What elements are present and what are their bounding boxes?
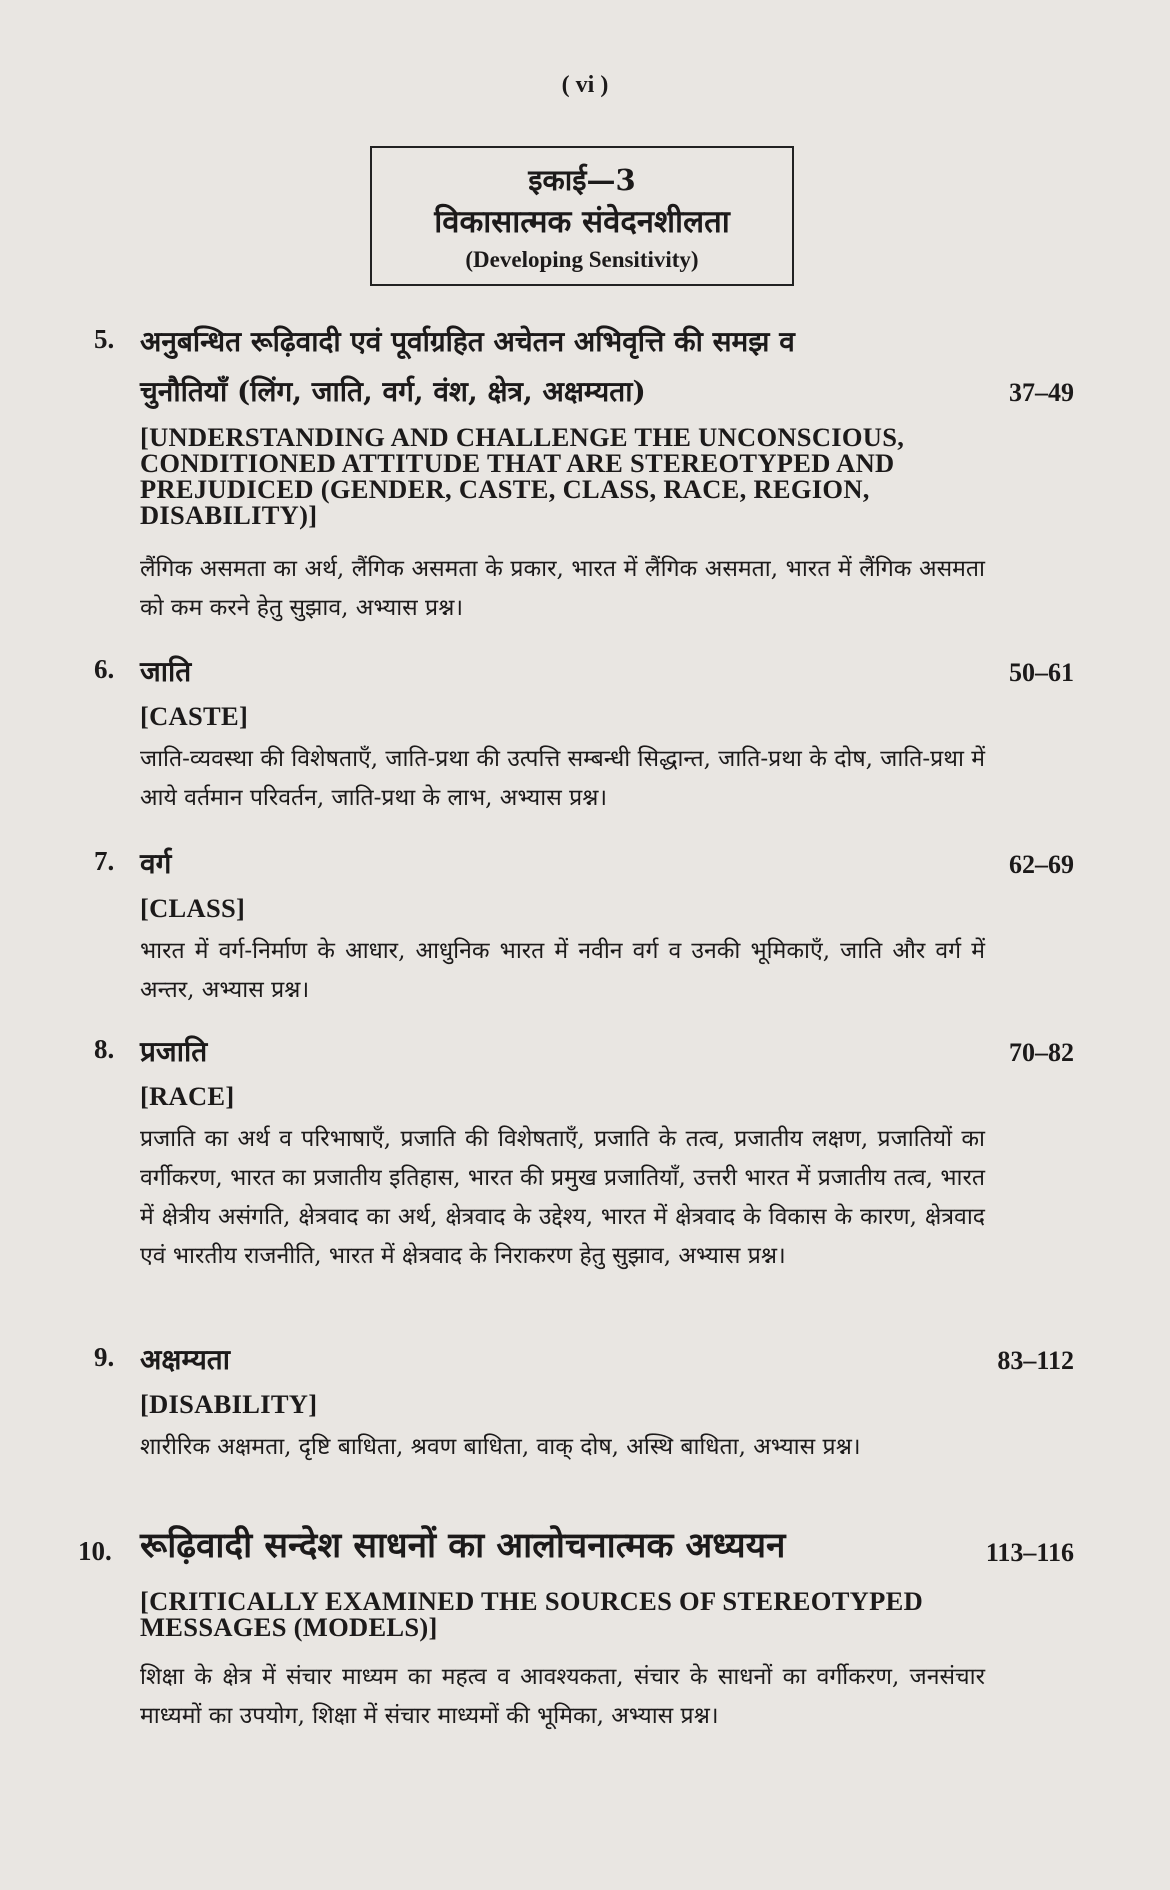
unit-heading-box	[370, 146, 794, 286]
entry-title-english: [CRITICALLY EXAMINED THE SOURCES OF STEREOTYPED MESSAGES (MODELS)]	[140, 1586, 924, 1642]
entry-title-hindi-line2: चुनौतियाँ (लिंग, जाति, वर्ग, वंश, क्षेत्र, अक्षम्यता)	[140, 375, 646, 408]
entry-title-english: [UNDERSTANDING AND CHALLENGE THE UNCONSCIOUS, CONDITIONED ATTITUDE THAT ARE STEREOTYPED AND PREJUDICED (GENDER, CASTE, CLASS, RACE, REGION, DISABILITY)]	[140, 422, 905, 530]
entry-pages: 113–116	[985, 1538, 1074, 1567]
entry-title-hindi-line1: अनुबन्धित रूढ़िवादी एवं पूर्वाग्रहित अचेतन अभिवृत्ति की समझ व	[140, 325, 795, 358]
entry-title-english: [CLASS]	[140, 893, 246, 923]
unit-title-hindi: विकासात्मक संवेदनशीलता	[434, 204, 730, 240]
entry-number: 8.	[94, 1034, 115, 1064]
unit-title-english: (Developing Sensitivity)	[465, 247, 699, 272]
unit-label: इकाई—3	[528, 163, 636, 197]
entry-description: जाति-व्यवस्था की विशेषताएँ, जाति-प्रथा की उत्पत्ति सम्बन्धी सिद्धान्त, जाति-प्रथा के दोष, जाति-प्रथा में आये वर्तमान परिवर्तन, जाति-प्रथा के लाभ, अभ्यास प्रश्न।	[140, 746, 985, 811]
entry-title-hindi: वर्ग	[140, 847, 172, 880]
entry-pages: 50–61	[1009, 658, 1074, 687]
entry-title-english: [RACE]	[140, 1081, 235, 1111]
entry-title-hindi: रूढ़िवादी सन्देश साधनों का आलोचनात्मक अध्ययन	[140, 1525, 786, 1566]
entry-pages: 62–69	[1009, 850, 1074, 879]
page-number: ( vi )	[561, 72, 609, 98]
entry-pages: 37–49	[1009, 378, 1074, 407]
entry-description: लैंगिक असमता का अर्थ, लैंगिक असमता के प्रकार, भारत में लैंगिक असमता, भारत में लैंगिक असमता को कम करने हेतु सुझाव, अभ्यास प्रश्न।	[140, 556, 985, 621]
entry-number: 7.	[94, 846, 115, 876]
entry-title-english: [DISABILITY]	[140, 1389, 318, 1419]
entry-description: शिक्षा के क्षेत्र में संचार माध्यम का महत्व व आवश्यकता, संचार के साधनों का वर्गीकरण, जनसंचार माध्यमों का उपयोग, शिक्षा में संचार माध्यमों की भूमिका, अभ्यास प्रश्न।	[140, 1664, 985, 1729]
entry-title-english: [CASTE]	[140, 701, 249, 731]
entry-description: प्रजाति का अर्थ व परिभाषाएँ, प्रजाति की विशेषताएँ, प्रजाति के तत्व, प्रजातीय लक्षण, प्रजातियों का वर्गीकरण, भारत का प्रजातीय इतिहास, भारत की प्रमुख प्रजातियाँ, उत्तरी भारत में प्रजातीय तत्व, भारत में क्षेत्रीय असंगति, क्षेत्रवाद का अर्थ, क्षेत्रवाद के उद्देश्य, भारत में क्षेत्रवाद के विकास के कारण, क्षेत्रवाद एवं भारतीय राजनीति, भारत में क्षेत्रवाद के निराकरण हेतु सुझाव, अभ्यास प्रश्न।	[140, 1126, 985, 1269]
entry-description: शारीरिक अक्षमता, दृष्टि बाधिता, श्रवण बाधिता, वाक् दोष, अस्थि बाधिता, अभ्यास प्रश्न।	[140, 1434, 861, 1460]
entry-title-hindi: जाति	[140, 655, 192, 688]
entry-number: 9.	[94, 1342, 115, 1372]
entry-pages: 83–112	[997, 1346, 1074, 1375]
entry-title-hindi: अक्षम्यता	[140, 1343, 231, 1376]
entry-number: 5.	[94, 324, 115, 354]
entry-description: भारत में वर्ग-निर्माण के आधार, आधुनिक भारत में नवीन वर्ग व उनकी भूमिकाएँ, जाति और वर्ग में अन्तर, अभ्यास प्रश्न।	[140, 938, 985, 1003]
entry-pages: 70–82	[1009, 1038, 1074, 1067]
entry-title-hindi: प्रजाति	[140, 1035, 208, 1068]
entry-number: 10.	[78, 1536, 112, 1566]
entry-number: 6.	[94, 654, 115, 684]
